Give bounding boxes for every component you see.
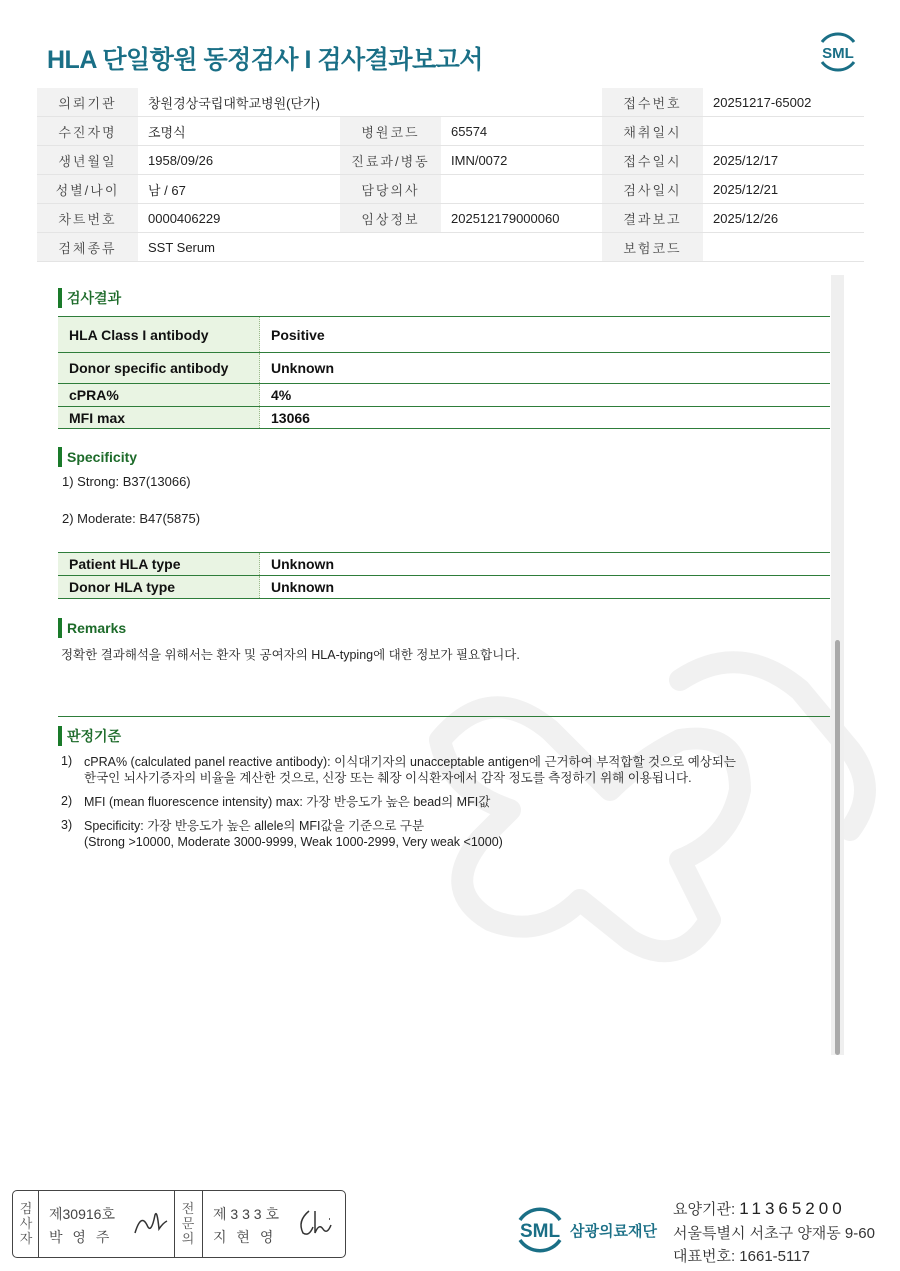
specialist-name: 지 현 영 [213, 1229, 277, 1245]
info-value: IMN/0072 [441, 146, 602, 175]
info-value [441, 175, 602, 204]
table-row [58, 576, 830, 599]
sml-logo-text: SML [519, 1221, 561, 1242]
code-label: 요양기관: [673, 1201, 740, 1218]
info-value: SST Serum [138, 233, 602, 262]
scrollbar-thumb[interactable] [835, 640, 840, 1055]
info-row [37, 117, 864, 146]
institution-code [673, 1198, 846, 1219]
result-value: 4% [271, 387, 292, 403]
sml-logo-icon [814, 28, 862, 76]
info-label: 담당의사 [340, 175, 441, 204]
hla-type-table [58, 552, 830, 599]
info-label: 채취일시 [602, 117, 703, 146]
criteria-line: Specificity: 가장 반응도가 높은 allele의 MFI값을 기준으로 구분 [84, 819, 425, 833]
info-value [703, 117, 864, 146]
info-row [37, 146, 864, 175]
remarks-heading: Remarks [58, 618, 126, 638]
info-label: 접수일시 [602, 146, 703, 175]
info-label: 접수번호 [602, 88, 703, 117]
result-label: MFI max [58, 407, 260, 429]
result-value: Unknown [271, 360, 334, 376]
specialist-label: 전문의 [181, 1201, 195, 1246]
result-value: 13066 [271, 409, 310, 426]
criteria-heading: 판정기준 [58, 726, 121, 746]
criteria-item [61, 754, 821, 788]
criteria-line: (Strong >10000, Moderate 3000-9999, Weak 1000-2999, Very weak <1000) [84, 835, 503, 849]
info-label: 생년월일 [37, 146, 138, 175]
report-title: HLA 단일항원 동정검사 I 검사결과보고서 [47, 46, 483, 74]
hla-label: Donor HLA type [58, 576, 260, 599]
criteria-line: cPRA% (calculated panel reactive antibody): 이식대기자의 unacceptable antigen에 근거하여 부적합할 것으로 예상되는 [84, 755, 736, 769]
remarks-text: 정확한 결과해석을 위해서는 환자 및 공여자의 HLA-typing에 대한 정보가 필요합니다. [61, 648, 520, 662]
tester-signature-icon [131, 1205, 171, 1239]
phone-label: 대표번호: [673, 1248, 740, 1265]
criteria-line: MFI (mean fluorescence intensity) max: 가장 반응도가 높은 bead의 MFI값 [84, 795, 491, 809]
criteria-num: 3) [61, 818, 73, 832]
info-value: 2025/12/17 [703, 146, 864, 175]
result-label: Donor specific antibody [58, 353, 260, 384]
info-label: 검사일시 [602, 175, 703, 204]
info-value: 202512179000060 [441, 204, 602, 233]
info-label: 수진자명 [37, 117, 138, 146]
info-row [37, 88, 864, 117]
info-label: 의뢰기관 [37, 88, 138, 117]
tester-name: 박 영 주 [49, 1229, 113, 1245]
info-value: 남 / 67 [138, 175, 340, 204]
specialist-signature-icon [295, 1205, 339, 1239]
info-value [703, 233, 864, 262]
table-row [58, 353, 830, 384]
phone [673, 1245, 810, 1266]
info-row [37, 204, 864, 233]
result-value: Positive [271, 326, 325, 343]
criteria-item [61, 818, 821, 852]
specificity-item: 2) Moderate: B47(5875) [62, 511, 201, 526]
signature-box [12, 1190, 346, 1258]
info-value: 2025/12/26 [703, 204, 864, 233]
result-label: cPRA% [58, 384, 260, 407]
address: 서울특별시 서초구 양재동 9-60 [673, 1225, 875, 1242]
specificity-heading: Specificity [58, 447, 137, 467]
info-value: 조명식 [138, 117, 340, 146]
hla-value: Unknown [271, 556, 334, 572]
table-row [58, 553, 830, 576]
criteria-item [61, 794, 821, 812]
patient-info-table [37, 88, 864, 262]
info-label: 검체종류 [37, 233, 138, 262]
divider [58, 716, 830, 717]
info-label: 진료과/병동 [340, 146, 441, 175]
table-row [58, 384, 830, 407]
phone-value: 1661-5117 [739, 1248, 810, 1265]
criteria-num: 1) [61, 754, 73, 768]
info-label: 보험코드 [602, 233, 703, 262]
info-row [37, 233, 864, 262]
code-value: 11365200 [739, 1199, 846, 1218]
tester-label: 검사자 [19, 1201, 33, 1246]
specificity-item: 1) Strong: B37(13066) [62, 474, 191, 489]
info-value: 1958/09/26 [138, 146, 340, 175]
info-value: 0000406229 [138, 204, 340, 233]
result-label: HLA Class I antibody [58, 317, 260, 353]
specialist-license-no: 제 3 3 3 호 [213, 1206, 279, 1222]
info-label: 병원코드 [340, 117, 441, 146]
table-row [58, 407, 830, 429]
info-value: 65574 [441, 117, 602, 146]
foundation-name: 삼광의료재단 [570, 1223, 657, 1240]
info-value: 2025/12/21 [703, 175, 864, 204]
hla-value: Unknown [271, 579, 334, 595]
info-row [37, 175, 864, 204]
info-value: 창원경상국립대학교병원(단가) [138, 88, 602, 117]
sml-logo-icon [510, 1200, 570, 1260]
criteria-line: 한국인 뇌사기증자의 비율을 계산한 것으로, 신장 또는 췌장 이식환자에서 감작 정도를 측정하기 위해 이용됩니다. [84, 771, 692, 785]
sml-logo-text: SML [822, 45, 854, 62]
results-table [58, 316, 830, 429]
info-label: 성별/나이 [37, 175, 138, 204]
info-value: 20251217-65002 [703, 88, 864, 117]
info-label: 임상정보 [340, 204, 441, 233]
tester-license-no: 제30916호 [49, 1206, 115, 1222]
info-label: 결과보고 [602, 204, 703, 233]
info-label: 차트번호 [37, 204, 138, 233]
hla-label: Patient HLA type [58, 553, 260, 576]
table-row [58, 317, 830, 353]
criteria-num: 2) [61, 794, 73, 808]
results-heading: 검사결과 [58, 288, 121, 308]
